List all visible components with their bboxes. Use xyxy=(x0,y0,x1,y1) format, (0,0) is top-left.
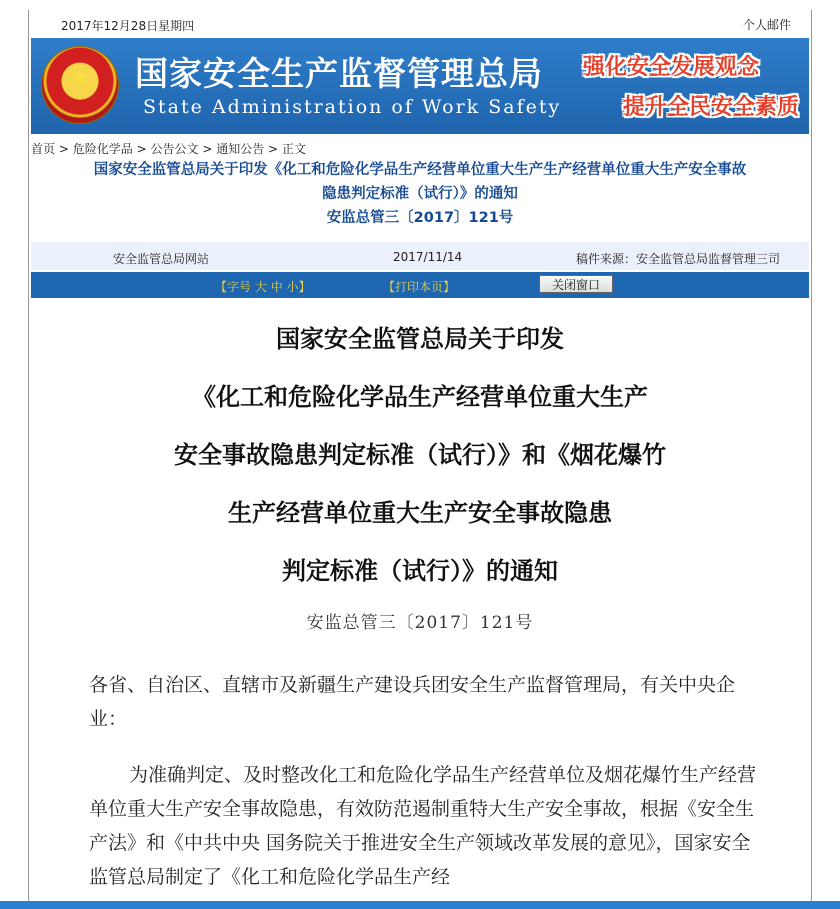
article-title xyxy=(29,310,811,600)
document-title-line-1: 国家安全监管总局关于印发《化工和危险化学品生产经营单位重大生产生产经营单位重大生产安全事故 xyxy=(93,162,747,178)
font-size-label: 【字号 xyxy=(215,280,252,294)
article-title-line: 判定标准（试行）》的通知 xyxy=(282,556,558,585)
article-title-line: 《化工和危险化学品生产经营单位重大生产 xyxy=(192,382,648,411)
font-size-medium[interactable]: 中 xyxy=(270,280,283,294)
article-title-line: 安全事故隐患判定标准（试行）》和《烟花爆竹 xyxy=(174,440,666,469)
article-title-line: 国家安全监管总局关于印发 xyxy=(276,324,564,353)
article-toolbar xyxy=(31,272,809,298)
article-title-line: 生产经营单位重大生产安全事故隐患 xyxy=(228,498,612,527)
breadcrumb-separator: > xyxy=(202,142,213,156)
breadcrumb-separator: > xyxy=(58,142,69,156)
font-size-bracket: 】 xyxy=(298,280,311,294)
article-salutation: 各省、自治区、直辖市及新疆生产建设兵团安全生产监督管理局，有关中央企业： xyxy=(89,674,736,730)
window-bottom-band xyxy=(0,901,840,909)
site-title-cn: 国家安全生产监督管理总局 xyxy=(135,54,543,93)
current-date: 2017年12月28日星期四 xyxy=(61,19,195,33)
breadcrumb-notices[interactable]: 通知公告 xyxy=(216,142,265,156)
font-size-control xyxy=(215,278,311,295)
article-document-number: 安监总管三〔2017〕121号 xyxy=(306,613,534,633)
document-number: 安监总管三〔2017〕121号 xyxy=(326,210,514,226)
slogan-2: 提升全民安全素质 xyxy=(623,95,800,120)
article-paragraph-text: 为准确判定、及时整改化工和危险化学品生产经营单位及烟花爆竹生产经营单位重大生产安全事故隐患，有效防范遏制重特大生产安全事故，根据《安全生产法》和《中共中央 国务院关于推进安全生产领域改革发展的意见》，国家安全监管总局制定了《化工和危险化学品生产经 xyxy=(89,764,757,888)
font-size-small[interactable]: 小 xyxy=(286,280,299,294)
font-size-large[interactable]: 大 xyxy=(254,280,267,294)
site-title-en: State Administration of Work Safety xyxy=(143,96,562,118)
publish-date: 2017/11/14 xyxy=(393,250,463,264)
article-body xyxy=(29,310,811,888)
breadcrumb-announcements[interactable]: 公告公文 xyxy=(150,142,199,156)
breadcrumb-separator: > xyxy=(268,142,279,156)
close-window-button[interactable]: 关闭窗口 xyxy=(539,275,613,293)
slogan-1: 强化安全发展观念 xyxy=(583,55,760,80)
document-title-line-2: 隐患判定标准（试行）》的通知 xyxy=(322,186,518,202)
print-page-link[interactable]: 【打印本页】 xyxy=(383,280,456,294)
source-site: 安全监管总局网站 xyxy=(113,252,210,266)
national-emblem-icon: ★ xyxy=(41,46,119,124)
breadcrumb-home[interactable]: 首页 xyxy=(31,142,56,156)
breadcrumb-current: 正文 xyxy=(281,142,306,156)
article-paragraph xyxy=(89,758,761,894)
info-bar xyxy=(31,242,809,270)
document-header xyxy=(29,158,811,230)
site-banner xyxy=(31,38,809,134)
breadcrumb-separator: > xyxy=(136,142,147,156)
article-source: 稿件来源：安全监管总局监督管理三司 xyxy=(576,252,781,266)
breadcrumb-hazardous-chemicals[interactable]: 危险化学品 xyxy=(72,142,133,156)
personal-mail-link[interactable]: 个人邮件 xyxy=(742,18,791,32)
top-bar xyxy=(29,10,811,38)
breadcrumb xyxy=(31,140,306,157)
page-frame xyxy=(28,10,812,909)
